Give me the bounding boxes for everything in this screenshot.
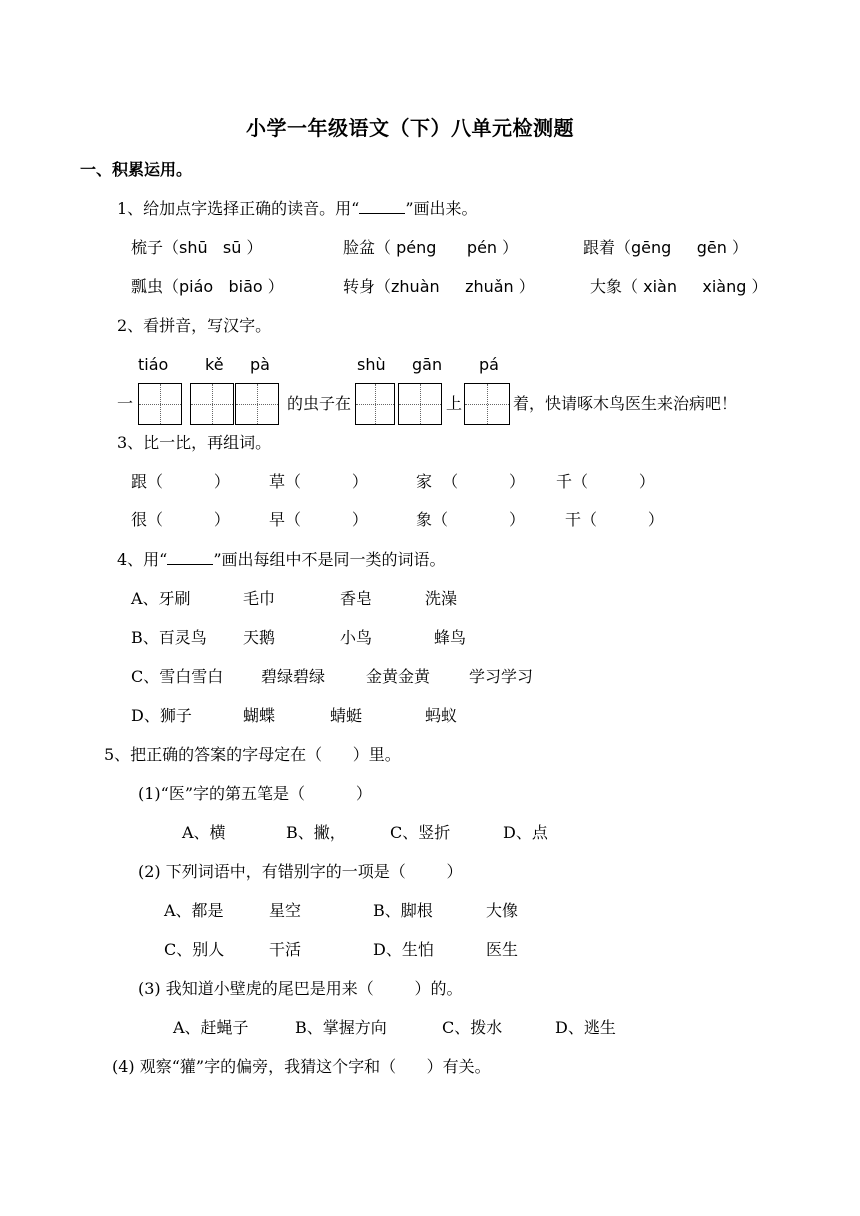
question-4-stem-post: ”画出每组中不是同一类的词语。	[213, 550, 446, 569]
writing-box[interactable]	[398, 383, 442, 425]
q5-option: A、赶蝇子	[173, 1018, 249, 1037]
pinyin-label: pà	[250, 355, 270, 374]
writing-box[interactable]	[464, 383, 510, 425]
q4-option: 小鸟	[340, 628, 373, 647]
q2-text: 着，快请啄木鸟医生来治病吧！	[513, 394, 738, 413]
question-1-stem	[117, 199, 478, 219]
q5-option: B、掌握方向	[295, 1018, 387, 1037]
q2-text: 上	[446, 394, 463, 413]
q4-option: 碧绿碧绿	[261, 667, 326, 686]
q5-option: 大像	[486, 901, 519, 920]
question-4-stem	[117, 550, 446, 570]
q5-option: 星空	[269, 901, 302, 920]
pinyin-label: pá	[479, 355, 499, 374]
q1-word: 转身（	[343, 277, 392, 296]
q3-item: 早（ ）	[269, 510, 368, 529]
writing-box[interactable]	[355, 383, 395, 425]
q2-text: 一	[117, 394, 134, 413]
q1-item	[343, 277, 535, 297]
q3-item: 跟（ ）	[131, 472, 230, 491]
q4-option: 洗澡	[425, 589, 458, 608]
writing-box[interactable]	[235, 383, 279, 425]
q1-pinyin-options: gēng gēn ）	[631, 238, 748, 257]
q5-option: A、横	[182, 823, 226, 842]
question-5-stem: 5、把正确的答案的字母定在（ ）里。	[104, 745, 401, 764]
underline-blank	[167, 550, 213, 565]
q5-option: C、拨水	[442, 1018, 503, 1037]
q5-sub-question: (1)“医”字的第五笔是（ ）	[138, 784, 372, 803]
q4-option: 蝴蝶	[243, 706, 276, 725]
q5-sub-question: (2) 下列词语中，有错别字的一项是（ ）	[138, 862, 463, 881]
q4-option: 毛巾	[243, 589, 276, 608]
q1-pinyin-options: péng pén ）	[391, 238, 519, 257]
q1-word: 大象（	[590, 277, 639, 296]
q5-option: 干活	[269, 940, 302, 959]
q3-item: 草（ ）	[269, 472, 368, 491]
q5-option: A、都是	[164, 901, 224, 920]
q1-word: 梳子（	[131, 238, 180, 257]
pinyin-label: kě	[205, 355, 224, 374]
q4-option: 蚂蚁	[425, 706, 458, 725]
q5-option: C、竖折	[390, 823, 451, 842]
question-3-stem: 3、比一比，再组词。	[117, 433, 272, 452]
q4-option: 香皂	[340, 589, 373, 608]
q4-option: 金黄金黄	[366, 667, 431, 686]
q4-option: C、雪白雪白	[131, 667, 224, 686]
q3-item: 很（ ）	[131, 510, 230, 529]
q4-option: 蜻蜓	[330, 706, 363, 725]
q3-item: 干（ ）	[565, 510, 664, 529]
q1-item	[583, 238, 748, 258]
underline-blank	[359, 199, 405, 214]
writing-box[interactable]	[190, 383, 234, 425]
page-title: 小学一年级语文（下）八单元检测题	[246, 116, 574, 140]
q5-option: B、脚根	[373, 901, 433, 920]
q1-word: 跟着（	[583, 238, 632, 257]
q4-option: 天鹅	[243, 628, 276, 647]
q1-item	[343, 238, 518, 258]
q3-item: 千（ ）	[556, 472, 655, 491]
question-2-stem: 2、看拼音，写汉字。	[117, 316, 272, 335]
q1-item	[131, 277, 284, 297]
q4-option: A、牙刷	[131, 589, 191, 608]
section-heading: 一、积累运用。	[80, 160, 193, 179]
q5-option: D、逃生	[555, 1018, 616, 1037]
q4-option: 蜂鸟	[434, 628, 467, 647]
q1-pinyin-options: xiàn xiàng ）	[638, 277, 768, 296]
pinyin-label: gān	[412, 355, 443, 374]
pinyin-label: shù	[357, 355, 386, 374]
question-1-stem-pre: 1、给加点字选择正确的读音。用“	[117, 199, 360, 218]
q1-pinyin-options: shū sū ）	[179, 238, 263, 257]
q2-text: 的虫子在	[287, 394, 352, 413]
question-1-stem-post: ”画出来。	[405, 199, 478, 218]
q5-option: D、生怕	[373, 940, 434, 959]
question-4-stem-pre: 4、用“	[117, 550, 168, 569]
q5-sub-question: (4) 观察“獾”字的偏旁，我猜这个字和（ ）有关。	[112, 1057, 491, 1076]
q1-pinyin-options: piáo biāo ）	[179, 277, 284, 296]
q5-option: D、点	[503, 823, 548, 842]
q5-sub-question: (3) 我知道小壁虎的尾巴是用来（ ）的。	[138, 979, 463, 998]
q1-word: 脸盆（	[343, 238, 392, 257]
pinyin-label: tiáo	[138, 355, 169, 374]
q1-word: 瓢虫（	[131, 277, 180, 296]
q4-option: B、百灵鸟	[131, 628, 207, 647]
q3-item: 家 （ ）	[416, 472, 526, 491]
q4-option: D、狮子	[131, 706, 192, 725]
q4-option: 学习学习	[469, 667, 534, 686]
q1-item	[590, 277, 768, 297]
q5-option: 医生	[486, 940, 519, 959]
q1-pinyin-options: zhuàn zhuǎn ）	[391, 277, 535, 296]
writing-box[interactable]	[138, 383, 182, 425]
q1-item	[131, 238, 262, 258]
q3-item: 象（ ）	[416, 510, 526, 529]
q5-option: B、撇，	[286, 823, 346, 842]
q5-option: C、别人	[164, 940, 225, 959]
